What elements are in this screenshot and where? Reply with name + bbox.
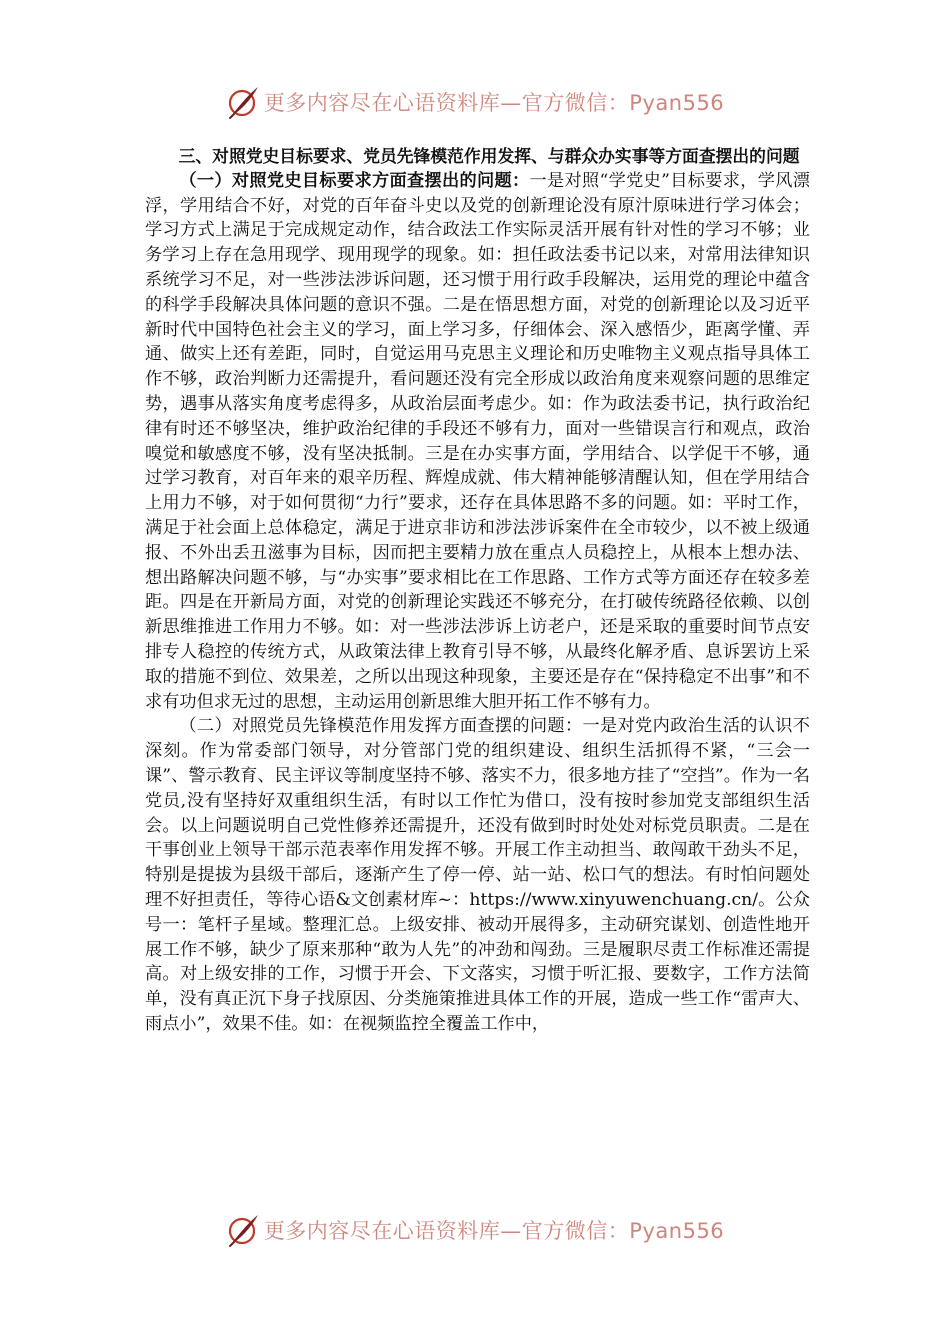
quill-logo-icon [226, 1213, 260, 1247]
section-heading: 三、对照党史目标要求、党员先锋模范作用发挥、与群众办实事等方面查摆出的问题 [178, 146, 800, 166]
watermark-banner-top [0, 82, 950, 122]
watermark-text: 更多内容尽在心语资料库—官方微信：Pyan556 [263, 91, 725, 115]
watermark-text: 更多内容尽在心语资料库—官方微信：Pyan556 [263, 1219, 725, 1243]
section-1-body: 一是对照“学党史”目标要求，学风漂浮，学用结合不好，对党的百年奋斗史以及党的创新理论没有原汁原味进行学习体会；学习方式上满足于完成规定动作，结合政法工作实际灵活开展有针对性的学习不够；业务学习上存在急用现学、现用现学的现象。如：担任政法委书记以来，对常用法律知识系统学习不足，对一些涉法涉诉问题，还习惯于用行政手段解决，运用党的理论中蕴含的科学手段解决具体问题的意识不强。二是在悟思想方面，对党的创新理论以及习近平新时代中国特色社会主义的学习，面上学习多，仔细体会、深入感悟少，距离学懂、弄通、做实上还有差距，同时，自觉运用马克思主义理论和历史唯物主义观点指导具体工作不够，政治判断力还需提升，看问题还没有完全形成以政治角度来观察问题的思维定势，遇事从落实角度考虑得多，从政治层面考虑少。如：作为政法委书记，执行政治纪律有时还不够坚决，维护政治纪律的手段还不够有力，面对一些错误言行和观点，政治嗅觉和敏感度不够，没有坚决抵制。三是在办实事方面，学用结合、以学促干不够，通过学习教育，对百年来的艰辛历程、辉煌成就、伟大精神能够清醒认知，但在学用结合上用力不够，对于如何贯彻“力行”要求，还存在具体思路不多的问题。如：平时工作，满足于社会面上总体稳定，满足于进京非访和涉法涉诉案件在全市较少，以不被上级通报、不外出丢丑滋事为目标，因而把主要精力放在重点人员稳控上，从根本上想办法、想出路解决问题不够，与“办实事”要求相比在工作思路、工作方式等方面还存在较多差距。四是在开新局方面，对党的创新理论实践还不够充分，在打破传统路径依赖、以创新思维推进工作用力不够。如：对一些涉法涉诉上访老户，还是采取的重要时间节点安排专人稳控的传统方式，从政策法律上教育引导不够，从最终化解矛盾、息诉罢访上采取的措施不到位、效果差，之所以出现这种现象，主要还是存在“保持稳定不出事”和不求有功但求无过的思想，主动运用创新思维大胆开拓工作不够有力。 [145, 170, 810, 712]
quill-logo-icon [226, 85, 260, 119]
document-body [145, 144, 810, 1037]
section-1-lead: （一）对照党史目标要求方面查摆出的问题： [179, 170, 530, 191]
watermark-banner-bottom [0, 1210, 950, 1250]
section-2-paragraph: （二）对照党员先锋模范作用发挥方面查摆的问题：一是对党内政治生活的认识不深刻。作为常委部门领导，对分管部门党的组织建设、组织生活抓得不紧，“三会一课”、警示教育、民主评议等制度坚持不够、落实不力，很多地方挂了“空挡”。作为一名党员,没有坚持好双重组织生活，有时以工作忙为借口，没有按时参加党支部组织生活会。以上问题说明自己党性修养还需提升，还没有做到时时处处对标党员职责。二是在干事创业上领导干部示范表率作用发挥不够。开展工作主动担当、敢闯敢干劲头不足，特别是提拔为县级干部后，逐渐产生了停一停、站一站、松口气的想法。有时怕问题处理不好担责任，等待心语&文创素材库~：https://www.xinyuwenchuang.cn/。公众号一：笔杆子星域。整理汇总。上级安排、被动开展得多，主动研究谋划、创造性地开展工作不够，缺少了原来那种“敢为人先”的冲劲和闯劲。三是履职尽责工作标准还需提高。对上级安排的工作，习惯于开会、下文落实，习惯于听汇报、要数字，工作方法简单，没有真正沉下身子找原因、分类施策推进具体工作的开展，造成一些工作“雷声大、雨点小”，效果不佳。如：在视频监控全覆盖工作中， [145, 716, 810, 1034]
section-1-paragraph [145, 169, 810, 715]
